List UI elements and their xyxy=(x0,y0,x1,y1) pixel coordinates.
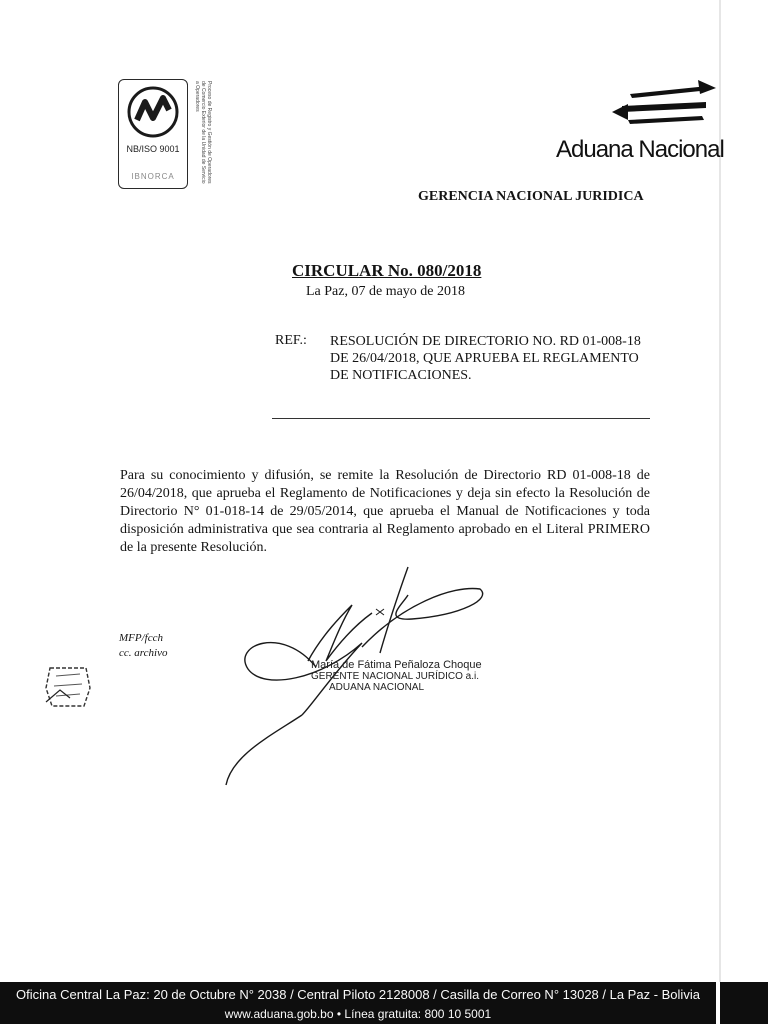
footer-address: Oficina Central La Paz: 20 de Octubre N° 2038 / Central Piloto 2128008 / Casilla de Correo N° 13028 / La Paz - Bolivia xyxy=(16,987,700,1002)
body-paragraph: Para su conocimiento y difusión, se remite la Resolución de Directorio RD 01-008-18 de 26/04/2018, que aprueba el Reglamento de Notificaciones y deja sin efecto la Resolución de Directorio N° 01-018-14 de 29/05/2014, que aprueba el Manual de Notificaciones y toda disposición administrativa que sea contraria al Reglamento aprobado en el Literal PRIMERO de la presente Resolución. xyxy=(120,468,650,555)
document-initials xyxy=(119,631,167,661)
author-initials: MFP/fcch xyxy=(119,632,163,644)
certification-scope-text: Proceso de Registro y Gestión de Operadores de Comercio Exterior de la Unidad de Servicio a Operadores xyxy=(194,81,212,184)
certification-mark-icon xyxy=(119,80,187,142)
reference-text: RESOLUCIÓN DE DIRECTORIO NO. RD 01-008-18 DE 26/04/2018, QUE APRUEBA EL REGLAMENTO DE NOTIFICACIONES. xyxy=(330,334,641,383)
carbon-copy: cc. archivo xyxy=(119,647,168,659)
aduana-logo-icon xyxy=(610,76,720,136)
signer-position: GERENTE NACIONAL JURÍDICO a.i. xyxy=(311,671,479,682)
reference-label: REF.: xyxy=(275,333,307,348)
reference-divider xyxy=(272,418,650,419)
certification-badge: IBNORCA xyxy=(131,172,175,181)
circular-title: CIRCULAR No. 080/2018 xyxy=(292,261,482,280)
department-heading: GERENCIA NACIONAL JURIDICA xyxy=(418,189,644,204)
initial-stamp-icon xyxy=(40,662,96,712)
circular-date: La Paz, 07 de mayo de 2018 xyxy=(306,284,466,299)
iso-certification-seal xyxy=(118,79,214,191)
certification-standard: NB/ISO 9001 xyxy=(126,144,180,154)
footer-edge xyxy=(720,982,768,1024)
certification-box xyxy=(118,79,188,189)
page-footer xyxy=(0,982,716,1024)
signer-organization: ADUANA NACIONAL xyxy=(329,682,425,693)
footer-contact: www.aduana.gob.bo • Línea gratuita: 800 10 5001 xyxy=(224,1007,492,1021)
signer-name: María de Fátima Peñaloza Choque xyxy=(311,659,482,671)
aduana-logo-text: Aduana Nacional xyxy=(556,136,724,163)
signer-block xyxy=(311,660,482,693)
